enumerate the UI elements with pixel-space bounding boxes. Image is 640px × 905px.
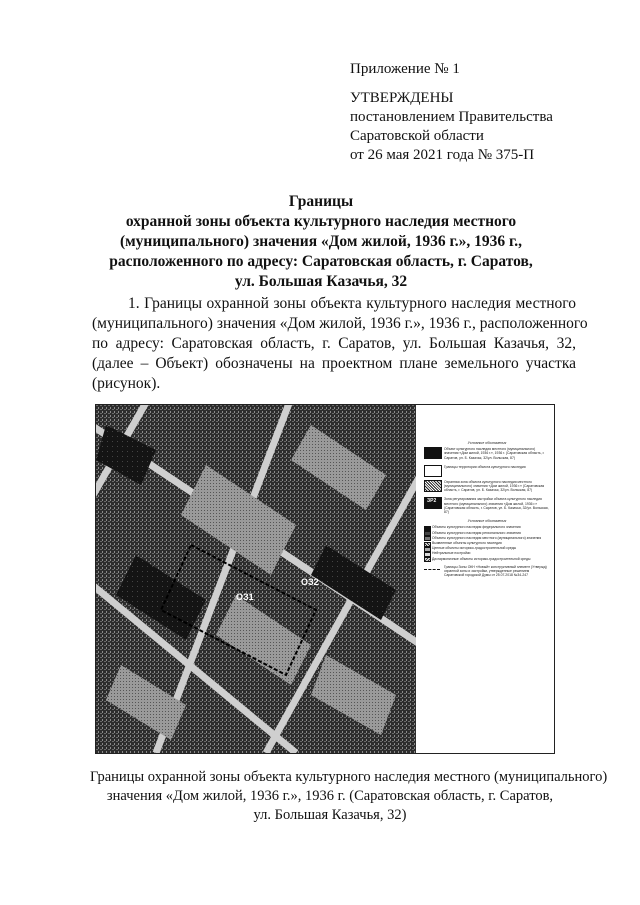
legend-mini-text: Нейтральные постройки [432,551,471,556]
legend-heading-2: Условные обозначения [467,519,507,524]
map-image [96,405,416,753]
legend-heading: Условные обозначения [467,441,507,445]
title-line: (муниципального) значения «Дом жилой, 1936 г.», 1936 г., [119,233,523,250]
legend-text: Охранная зона объекта культурного наследия местного (муниципального) значения «Дом жилой, 1936 г.» (Саратовская область, г. Саратов, ул. Б. Казачья, 32/ул. Вольская, 87) [444,479,545,493]
legend-text: Границы территории объекта культурного наследия [444,464,526,469]
figure-caption [90,768,608,825]
legend-mini-text: Объекты культурного наследия федерального значения [432,525,521,530]
zone-b-label: ОЗ2 [301,577,319,587]
legend-text: Границы Зоны ОКН «Новый» конструктивный элемент (Утвержд) охранной зоны и застройки, утвержденные решением Саратовской городской Думы от 25.07.2018 №34-247 [444,564,547,578]
title-line: ул. Большая Казачья, 32 [234,273,408,290]
legend-mini-text: Выявленные объекты культурного наследия [432,541,502,546]
legend-row [424,447,550,460]
legend-mini-item [424,536,550,540]
legend-mini-swatch [424,557,431,562]
paragraph-line: (муниципального) значения «Дом жилой, 1936 г.», 1936 г., расположенного [92,315,588,332]
approval-line-3: от 26 мая 2021 года № 375-П [350,147,535,163]
legend-mini-item [424,551,550,555]
paragraph-1 [92,294,588,394]
legend-mini-list [424,525,550,560]
approved-label: УТВЕРЖДЕНЫ [350,90,454,106]
paragraph-line: 1. Границы охранной зоны объекта культурного наследия местного [128,295,576,312]
legend-swatch [424,497,442,509]
legend-mini-item [424,546,550,550]
legend-text: Зона регулирования застройки объекта культурного наследия местного (муниципального) значения «Дом жилой, 1936 г.» (Саратовская область, г. Саратов, ул. Б. Казачья, 32/ул. Вольская, 87) [444,497,549,515]
legend-line-swatch [424,569,440,570]
title-line: Границы [288,193,354,210]
legend-mini-item [424,541,550,545]
approval-block [350,60,620,165]
title-line: охранной зоны объекта культурного наследия местного [125,213,517,230]
legend-mini-item [424,525,550,529]
legend-mini-text: Ценные объекты историко-градостроительной среды [432,546,517,551]
satellite-map [96,405,416,753]
paragraph-line: (рисунок). [92,375,161,392]
spacer [350,79,620,89]
legend-row [424,565,550,578]
legend-text: Объект культурного наследия местного (муниципального) значения «Дом жилой, 1936 г.», 1936 г. (Саратовская область, г. Саратов, ул. Б. Казачья, 32/ул. Вольская, 87) [444,447,545,460]
legend-row [424,497,550,514]
legend-mini-text: Дисгармоничные объекты историко-градостроительной среды [432,556,531,561]
zone-a-label: ОЗ1 [236,592,254,602]
appendix-label: Приложение № 1 [350,61,460,77]
legend-mini-item [424,557,550,561]
legend-mini-text: Объекты культурного наследия регионального значения [432,530,521,535]
approval-line-1: постановлением Правительства [350,109,553,125]
caption-line: значения «Дом жилой, 1936 г.», 1936 г. (Саратовская область, г. Саратов, [106,788,554,804]
map-figure [95,404,555,754]
legend-swatch [424,480,442,492]
paragraph-line: (далее – Объект) обозначены на проектном плане земельного участка [92,355,576,372]
title-line: расположенного по адресу: Саратовская область, г. Саратов, [109,253,533,270]
legend-swatch [424,447,442,459]
approval-line-2: Саратовской области [350,128,484,144]
legend-row [424,465,550,475]
document-title [88,192,554,292]
caption-line: Границы охранной зоны объекта культурного наследия местного (муниципального) [90,769,608,785]
legend-mini-text: Объекты культурного наследия местного (муниципального) значения [432,535,542,540]
legend-row [424,480,550,493]
legend-swatch [424,465,442,477]
legend-badge: ЗР2 [427,498,437,505]
caption-line: ул. Большая Казачья, 32) [253,807,407,823]
map-legend [424,441,550,691]
legend-mini-item [424,531,550,535]
paragraph-line: по адресу: Саратовская область, г. Саратов, ул. Большая Казачья, 32, [92,335,576,352]
